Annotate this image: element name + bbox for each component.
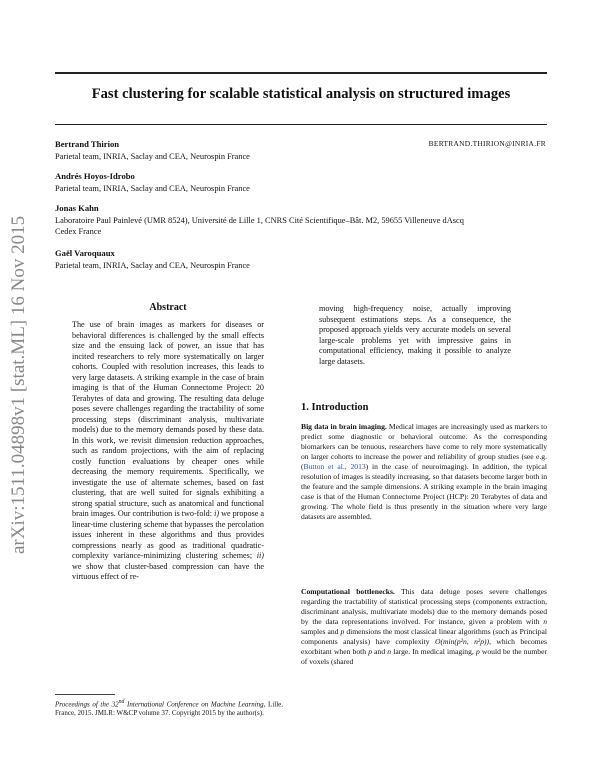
author-name: Gaël Varoquaux [55,248,115,258]
paragraph-text: , which becomes exorbitant when both [301,636,547,656]
author-name: Bertrand Thirion [55,139,120,149]
section-heading: 1. Introduction [301,402,369,413]
title-rule-bottom [55,124,547,125]
list-marker: ii) [256,551,264,560]
citation-link[interactable]: Button et al., 2013 [303,461,366,471]
arxiv-identifier: arXiv:1511.04898v1 [stat.ML] 16 Nov 2015 [8,215,29,555]
math-variable: n [543,616,547,626]
paragraph-heading: Computational bottlenecks. [301,587,395,596]
abstract-continued: moving high-frequency noise, actually improving subsequent estimations steps. As a consequence, the proposed approach yields very accurate models on several large-scale problems yet with impressive gains in computational efficiency, making it possible to analyze large datasets. [319,304,511,366]
paragraph-text: Medical images are increasingly used as markers to predict some diagnostic or behavioral outcome. As the corresponding biomarkers can be tenuous, researchers have come to rely more systematically on larger cohorts to increase the power and reliability of group studies (see e.g. ( [301,422,547,471]
paragraph-text: ) in the case of neuroimaging). In addition, the typical resolution of images is steadily increasing, so that datasets become larger both in the feature and the sample dimensions. A striking example in the brain imaging case is that of the Human Connectome Project (HCP): 20 Terabytes of data and growing. The whole field is thus presently in the situation where very large datasets are assembled. [301,461,547,521]
author-email: BERTRAND.THIRION@INRIA.FR [428,139,546,148]
author-affiliation: Parietal team, INRIA, Saclay and CEA, Neurospin France [55,184,250,193]
author-affiliation: Parietal team, INRIA, Saclay and CEA, Neurospin France [55,261,250,270]
title-rule-top [55,72,547,74]
footnote-superscript: nd [118,699,125,705]
footnote-rule [55,694,115,695]
author-affiliation: Laboratoire Paul Painlevé (UMR 8524), Université de Lille 1, CNRS Cité Scientifique–Bât. M2, 59655 Villeneuve dAscq [55,216,464,225]
footnote-text: International Conference on Machine Learning [124,700,264,709]
author-affiliation: Parietal team, INRIA, Saclay and CEA, Neurospin France [55,152,250,161]
footnote [55,698,283,718]
abstract-text: The use of brain images as markers for diseases or behavioral differences is challenged by the small effects size and the ensuing lack of power, an issue that has incited researchers to rely more systematically on larger cohorts. Coupled with resolution increases, this leads to very large datasets. A striking example in the case of brain imaging is that of the Human Connectome Project: 20 Terabytes of data and growing. The resulting data deluge poses severe challenges regarding the tractability of some processing steps (discriminant analysis, multivariate models) due to the memory demands posed by these data. In this work, we revisit dimension reduction approaches, such as random projections, with the aim of replacing costly function evaluations by cheaper ones while decreasing the memory requirements. Specifically, we investigate the use of alternate schemes, based on fast clustering, that are well suited for signals exhibiting a strong spatial structure, such as anatomical and functional brain images. Our contribution is two-fold: [72,320,264,518]
math-variable: n [387,646,392,656]
math-variable: p [475,646,480,656]
author-affiliation-line2: Cedex France [55,227,102,236]
paper-title: Fast clustering for scalable statistical analysis on structured images [91,86,511,102]
paragraph-computational [301,587,547,667]
author-name: Andrés Hoyos-Idrobo [55,171,135,181]
footnote-text: Proceedings of the 32 [55,700,119,709]
abstract-body [72,320,264,583]
abstract-text: we show that cluster-based compression can have the virtuous effect of re- [72,561,264,581]
footnote-text: , Lille, France, 2015. JMLR: W&CP volume 37. Copyright 2015 by the author(s). [55,700,284,718]
paragraph-text: samples and [301,626,341,636]
paragraph-text: This data deluge poses severe challenges regarding the tractability of statistical processing steps (components extraction, discriminant analysis, multivariate models) due to the memory demands posed by the data representations involved. For instance, given a problem with [301,587,547,626]
paragraph-text: dimensions the most classical linear algorithms (such as Principal components analysis) have complexity [301,626,547,646]
paragraph-text: would be the number of voxels (shared [301,646,547,666]
paragraph-text: large. In medical imaging, [391,646,476,656]
abstract-text: we propose a linear-time clustering scheme that bypasses the percolation issues inherent in these algorithms and thus provides compressions nearly as good as traditional quadratic-complexity variance-minimizing clustering schemes; [72,509,264,560]
paragraph-big-data [301,422,547,522]
math-variable: p [340,626,345,636]
paragraph-heading: Big data in brain imaging. [301,422,387,431]
paragraph-text: and [372,646,388,656]
author-name: Jonas Kahn [55,203,99,213]
list-marker: i) [214,509,220,518]
math-complexity: O(min(p²n, n²p)) [434,636,490,646]
math-variable: p [368,646,372,656]
abstract-heading: Abstract [149,302,187,313]
